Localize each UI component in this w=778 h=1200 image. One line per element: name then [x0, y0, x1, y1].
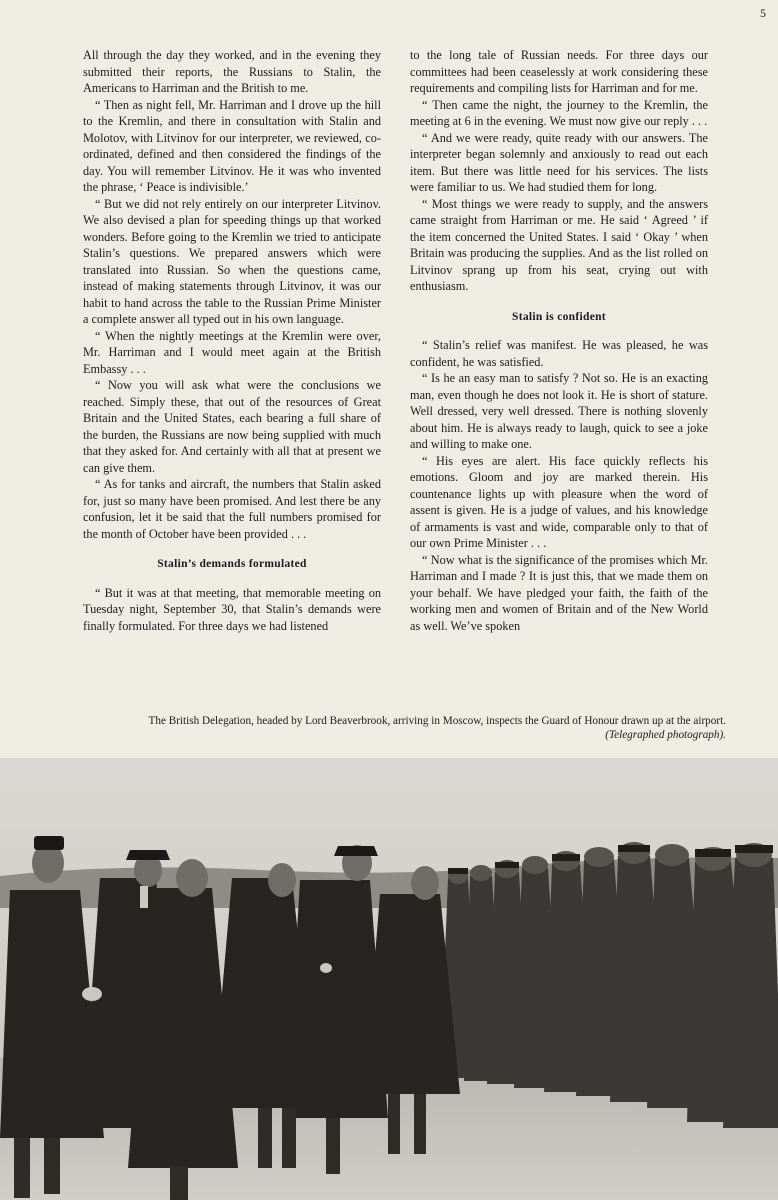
- delegation-photograph: [0, 758, 778, 1200]
- paragraph: to the long tale of Russian needs. For three days our committees had been ceaselessly at work considering these requirements and compiling lists for Harriman and for me.: [410, 48, 708, 95]
- paragraph: “ Then as night fell, Mr. Harriman and I drove up the hill to the Kremlin, and there in consultation with Stalin and Molotov, with Litvinov for our interpreter, we reviewed, co-ordinated, defined and then considered the findings of the day. You will remember Litvinov. He it was who invented the phrase, ‘ Peace is indivisible.’: [83, 97, 381, 194]
- paragraph: “ His eyes are alert. His face quickly reflects his emotions. Gloom and joy are marked therein. His countenance lights up with pleasure when the word of assent is given. He is a judge of values, and his knowledge of armaments is vast and wide, comparable only to that of our own Prime Minister . . .: [410, 453, 708, 550]
- page-number: 5: [760, 6, 766, 20]
- caption-text: The British Delegation, headed by Lord Beaverbrook, arriving in Moscow, inspects the Guard of Honour drawn up at the airport.: [148, 715, 726, 727]
- paragraph: “ Stalin’s relief was manifest. He was pleased, he was confident, he was satisfied.: [410, 338, 708, 369]
- paragraph: “ Then came the night, the journey to the Kremlin, the meeting at 6 in the evening. We must now give our reply . . .: [410, 97, 708, 128]
- section-heading: Stalin’s demands formulated: [157, 558, 307, 570]
- paragraph: “ But we did not rely entirely on our interpreter Litvinov. We also devised a plan for speeding things up that worked wonders. Before going to the Kremlin we tried to anticipate Stalin’s questions. We prepared answers which were translated into Russian. So when the questions came, instead of making statements through Litvinov, it was our habit to hand across the table to the Russian Prime Minister a complete answer all typed out in his own language.: [83, 196, 381, 326]
- section-heading: Stalin is confident: [512, 310, 606, 323]
- paragraph: “ But it was at that meeting, that memorable meeting on Tuesday night, September 30, that Stalin’s demands were finally formulated. For three days we had listened: [83, 585, 381, 633]
- paragraph: “ When the nightly meetings at the Kremlin were over, Mr. Harriman and I would meet again at the British Embassy . . .: [83, 328, 381, 376]
- paragraph: “ As for tanks and aircraft, the numbers that Stalin asked for, just so many have been promised. And lest there be any confusion, let it be said that the full numbers promised for the month of October have been provided . . .: [83, 477, 381, 541]
- caption-credit: (Telegraphed photograph).: [605, 729, 726, 741]
- left-article-column: [83, 47, 381, 634]
- paragraph: All through the day they worked, and in the evening they submitted their reports, the Russians to Stalin, the Americans to Harriman and the British to me.: [83, 48, 381, 95]
- right-article-column: [410, 47, 708, 634]
- paragraph: “ And we were ready, quite ready with our answers. The interpreter began solemnly and anxiously to read out each item. But there was little need for his services. The lists were familiar to us. We had studied them for long.: [410, 130, 708, 194]
- paragraph: “ Now what is the significance of the promises which Mr. Harriman and I made ? It is just this, that we made them on your behalf. We have pledged your faith, the faith of the working men and women of Britain and of the New World as well. We’ve spoken: [410, 552, 708, 633]
- paragraph: “ Now you will ask what were the conclusions we reached. Simply these, that out of the resources of Great Britain and the United States, each bearing a full share of the burden, the Russians are now being supplied with much that they asked for. And certainly with all that at present we can give them.: [83, 378, 381, 475]
- photo-caption: [40, 714, 726, 742]
- paragraph: “ Is he an easy man to satisfy ? Not so. He is an exacting man, even though he does not look it. He is short of stature. Well dressed, very well dressed. There is nothing slovenly about him. He is always ready to laugh, quick to see a joke and willing to make one.: [410, 371, 708, 451]
- paragraph: “ Most things we were ready to supply, and the answers came straight from Harriman or me. He said ‘ Agreed ’ if the item concerned the United States. I said ‘ Okay ’ when Britain was producing the supplies. And as the list rolled on Litvinov sprang up from his seat, crying out with enthusiasm.: [410, 196, 708, 293]
